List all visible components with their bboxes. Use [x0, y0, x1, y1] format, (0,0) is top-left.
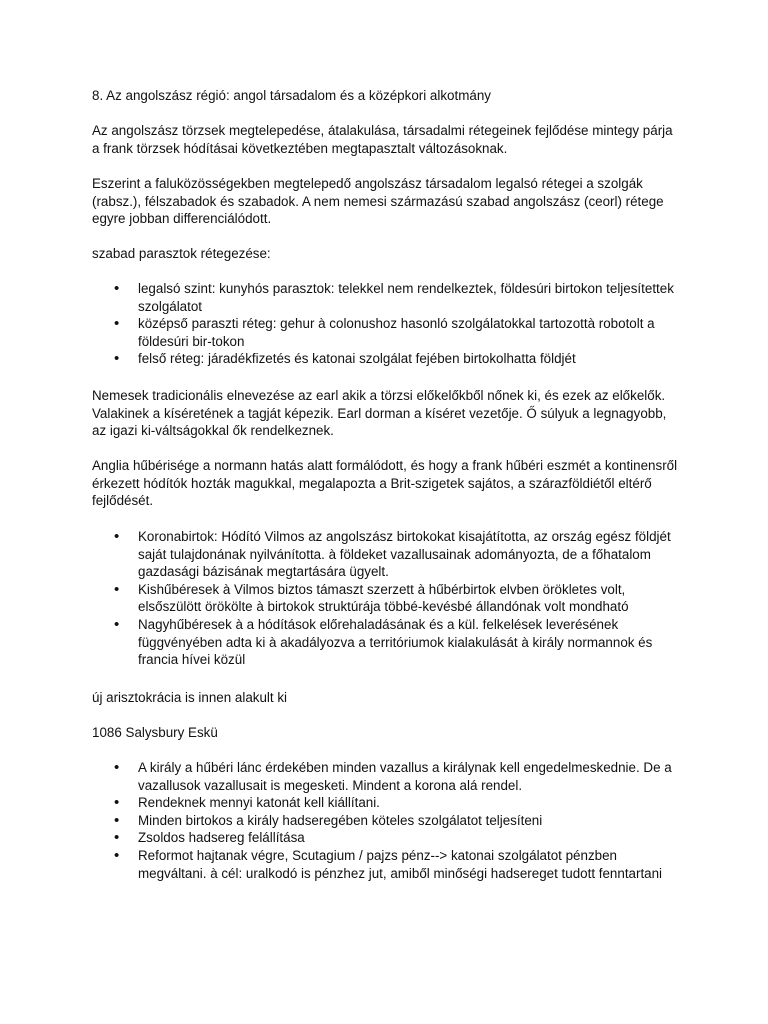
list-hubereseg — [92, 528, 682, 669]
paragraph-4: Nemesek tradicionális elnevezése az earl akik a törzsi előkelőkből nőnek ki, és ezek az előkelők. Valakinek a kíséretének a tagját képezik. Earl dorman a kíséret vezetője. Ő súlyuk a legnagyobb, az igazi ki-váltságokkal ők rendelkeznek. — [92, 388, 667, 439]
list-item: • Reformot hajtanak végre, Scutagium / pajzs pénz--> katonai szolgálatot pénzben megváltani. à cél: uralkodó is pénzhez jut, amiből minőségi hadsereget tudott fenntartani — [92, 847, 682, 882]
document-title: 8. Az angolszász régió: angol társadalom és a középkori alkotmány — [92, 88, 491, 103]
paragraph-3: szabad parasztok rétegezése: — [92, 246, 271, 261]
list-item: • legalsó szint: kunyhós parasztok: telekkel nem rendelkeztek, földesúri birtokon teljesítettek szolgálatot — [92, 280, 682, 315]
list-item: • középső paraszti réteg: gehur à colonushoz hasonló szolgálatokkal tartozottà robotolt a földesúri bir-tokon — [92, 315, 682, 350]
list-eskü — [92, 759, 682, 882]
list-item: • A király a hűbéri lánc érdekében minden vazallus a királynak kell engedelmeskednie. De a vazallusok vazallusait is megesketi. Mindent a korona alá rendel. — [92, 759, 682, 794]
list-item: • Zsoldos hadsereg felállítása — [92, 829, 682, 847]
list-item: • Minden birtokos a király hadseregében köteles szolgálatot teljesíteni — [92, 812, 682, 830]
list-item: • Nagyhűbéresek à a hódítások előrehaladásának és a kül. felkelések leverésének függvényében adta ki à akadályozva a territóriumok kialakulását à király normannok és francia hívei közül — [92, 616, 682, 669]
paragraph-5: Anglia hűbérisége a normann hatás alatt formálódott, és hogy a frank hűbéri eszmét a kontinensről érkezett hódítók hozták magukkal, megalapozta a Brit-szigetek sajátos, a szárazföldiétől eltérő fejlődését. — [92, 458, 678, 509]
paragraph-1: Az angolszász törzsek megtelepedése, átalakulása, társadalmi rétegeinek fejlődése mintegy párja a frank törzsek hódításai következtében megtapasztalt változásoknak. — [92, 123, 673, 156]
list-item: • felső réteg: járadékfizetés és katonai szolgálat fejében birtokolhatta földjét — [92, 350, 682, 368]
list-item: • Kishűbéresek à Vilmos biztos támaszt szerzett à hűbérbirtok elvben örökletes volt, elsőszülött örökölte à birtokok struktúrája többé-kevésbé állandónak volt mondható — [92, 581, 682, 616]
list-parasztok — [92, 280, 682, 368]
list-item: • Koronabirtok: Hódító Vilmos az angolszász birtokokat kisajátította, az ország egész földjét saját tulajdonának nyilvánította. à földeket vazallusainak adományozta, de a főhatalom gazdasági bázisának megtartására ügyelt. — [92, 528, 682, 581]
paragraph-7: 1086 Salysbury Eskü — [92, 725, 218, 740]
paragraph-2: Eszerint a faluközösségekben megtelepedő angolszász társadalom legalsó rétegei a szolgák (rabsz.), félszabadok és szabadok. A nem nemesi származású szabad angolszász (ceorl) rétege egyre jobban differenciálódott. — [92, 176, 664, 227]
list-item: • Rendeknek mennyi katonát kell kiállítani. — [92, 794, 682, 812]
paragraph-6: új arisztokrácia is innen alakult ki — [92, 690, 287, 705]
